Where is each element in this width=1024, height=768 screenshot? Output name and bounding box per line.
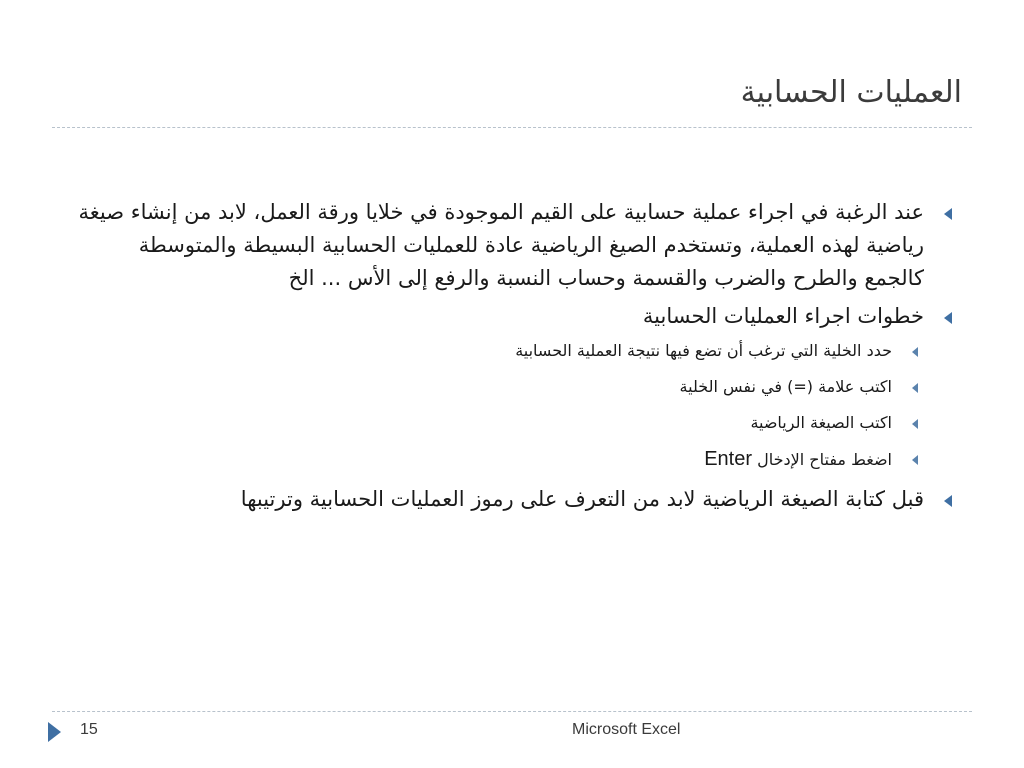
slide-content xyxy=(74,196,954,521)
sub-bullet-arrow-icon xyxy=(912,455,918,465)
slide-title: العمليات الحسابية xyxy=(740,75,962,110)
bullet-arrow-icon xyxy=(944,495,952,507)
bullet-item xyxy=(74,300,954,333)
bullet-text: قبل كتابة الصيغة الرياضية لابد من التعرف على رموز العمليات الحسابية وترتيبها xyxy=(240,487,924,511)
enter-key-label: Enter xyxy=(704,448,753,470)
sub-bullet-item xyxy=(74,374,922,400)
sub-bullet-text: اضغط مفتاح الإدخال xyxy=(757,450,892,469)
bullet-item xyxy=(74,483,954,516)
sub-bullet-text: اكتب الصيغة الرياضية xyxy=(750,413,892,432)
sub-bullet-text: حدد الخلية التي ترغب أن تضع فيها نتيجة العملية الحسابية xyxy=(515,341,892,360)
sub-bullet-arrow-icon xyxy=(912,383,918,393)
title-divider xyxy=(52,127,972,128)
bullet-arrow-icon xyxy=(944,312,952,324)
footer-divider xyxy=(52,711,972,712)
sub-bullet-item xyxy=(74,338,922,364)
sub-bullet-item xyxy=(74,410,922,436)
bullet-text: عند الرغبة في اجراء عملية حسابية على القيم الموجودة في خلايا ورقة العمل، لابد من إنشاء صيغة رياضية لهذه العملية، وتستخدم الصيغ الرياضية عادة للعمليات الحسابية البسيطة والمتوسطة كالجمع والطرح والضرب والقسمة وحساب النسبة والرفع إلى الأس ... الخ xyxy=(78,200,924,290)
sub-bullet-arrow-icon xyxy=(912,419,918,429)
sub-bullet-arrow-icon xyxy=(912,347,918,357)
bullet-item xyxy=(74,196,954,295)
bullet-text: خطوات اجراء العمليات الحسابية xyxy=(642,304,924,328)
bullet-arrow-icon xyxy=(944,208,952,220)
footer-arrow-icon xyxy=(48,722,61,742)
page-number: 15 xyxy=(80,721,98,738)
sub-bullet-text: اكتب علامة (=) في نفس الخلية xyxy=(679,377,892,396)
footer-label: Microsoft Excel xyxy=(572,721,681,738)
sub-bullet-item xyxy=(74,446,922,473)
